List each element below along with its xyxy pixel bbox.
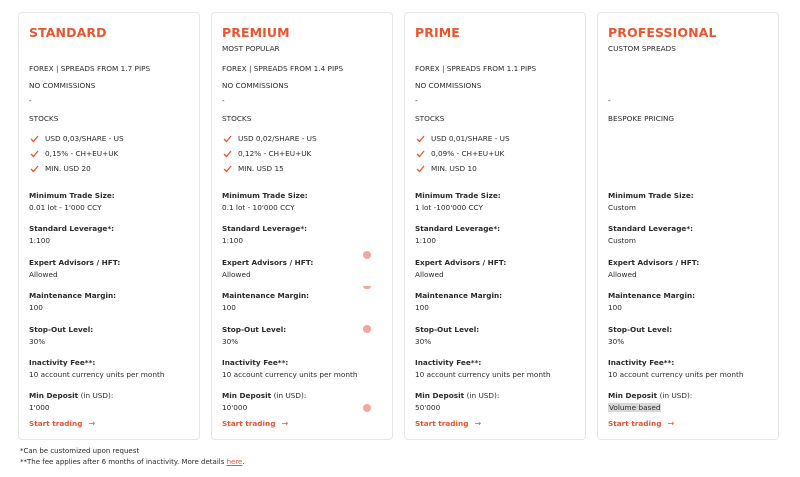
arrow-right-icon: → [281,419,289,428]
start-trading-link[interactable]: Start trading → [415,419,482,428]
standard-leverage: Standard Leverage*: 1:100 [415,224,501,245]
standard-leverage: Standard Leverage*: 1:100 [222,224,308,245]
list-item: 0,12% - CH+EU+UK [222,146,317,161]
plan-card-standard [18,12,200,440]
plan-title: STANDARD [29,25,107,40]
details-link[interactable]: here [226,458,243,466]
plan-subtitle: CUSTOM SPREADS [608,44,676,53]
min-deposit: Min Deposit (in USD): 10'000 [222,391,307,412]
plan-title: PROFESSIONAL [608,25,717,40]
commissions: NO COMMISSIONS [29,81,96,90]
expert-advisors: Expert Advisors / HFT: Allowed [415,258,507,279]
min-trade-size: Minimum Trade Size: 1 lot -100'000 CCY [415,191,501,212]
maintenance-margin: Maintenance Margin: 100 [222,291,310,312]
separator-dash: - [415,96,418,105]
check-icon [415,164,425,174]
check-icon [29,149,39,159]
min-trade-size: Minimum Trade Size: Custom [608,191,694,212]
maintenance-margin: Maintenance Margin: 100 [608,291,696,312]
maintenance-margin: Maintenance Margin: 100 [29,291,117,312]
check-icon [222,164,232,174]
footnotes [20,446,245,468]
stocks-heading: STOCKS [415,114,445,123]
stocks-heading: STOCKS [29,114,59,123]
check-icon [222,149,232,159]
arrow-right-icon: → [474,419,482,428]
stock-pricing-list [29,131,124,176]
check-icon [415,134,425,144]
inactivity-fee: Inactivity Fee**: 10 account currency units per month [415,358,551,379]
stop-out-level: Stop-Out Level: 30% [222,325,287,346]
stop-out-level: Stop-Out Level: 30% [608,325,673,346]
plan-title: PRIME [415,25,460,40]
list-item: USD 0,03/SHARE - US [29,131,124,146]
selected-text: Volume based [609,403,661,412]
list-item: MIN. USD 15 [222,161,317,176]
inactivity-fee: Inactivity Fee**: 10 account currency units per month [222,358,358,379]
stop-out-level: Stop-Out Level: 30% [415,325,480,346]
list-item: MIN. USD 20 [29,161,124,176]
leverage-footnote: *Can be customized upon request [20,447,140,455]
separator-dash: - [29,96,32,105]
plan-title: PREMIUM [222,25,290,40]
stock-pricing-list [222,131,317,176]
scroll-indicator-dot [363,325,371,333]
bespoke-pricing: BESPOKE PRICING [608,114,675,123]
list-item: USD 0,01/SHARE - US [415,131,510,146]
forex-spreads: FOREX | SPREADS FROM 1.4 PIPS [222,64,344,73]
commissions: NO COMMISSIONS [222,81,289,90]
list-item: MIN. USD 10 [415,161,510,176]
list-item: 0,09% - CH+EU+UK [415,146,510,161]
start-trading-link[interactable]: Start trading → [608,419,675,428]
scroll-indicator-dot [363,404,371,412]
check-icon [29,134,39,144]
min-trade-size: Minimum Trade Size: 0.01 lot - 1'000 CCY [29,191,115,212]
list-item: USD 0,02/SHARE - US [222,131,317,146]
scroll-indicator-dot [363,251,371,259]
separator-dash: - [608,96,611,105]
min-deposit: Min Deposit (in USD): 1'000 [29,391,114,412]
expert-advisors: Expert Advisors / HFT: Allowed [222,258,314,279]
fee-footnote: **The fee applies after 6 months of inactivity. More details here. [20,458,245,466]
arrow-right-icon: → [667,419,675,428]
standard-leverage: Standard Leverage*: 1:100 [29,224,115,245]
arrow-right-icon: → [88,419,96,428]
check-icon [29,164,39,174]
stock-pricing-list [415,131,510,176]
check-icon [222,134,232,144]
start-trading-link[interactable]: Start trading → [222,419,289,428]
min-trade-size: Minimum Trade Size: 0.1 lot - 10'000 CCY [222,191,308,212]
separator-dash: - [222,96,225,105]
expert-advisors: Expert Advisors / HFT: Allowed [29,258,121,279]
commissions: NO COMMISSIONS [415,81,482,90]
min-deposit: Min Deposit (in USD): Volume based [608,391,693,412]
stop-out-level: Stop-Out Level: 30% [29,325,94,346]
plan-card-prime [404,12,586,440]
plan-subtitle: MOST POPULAR [222,44,280,53]
pricing-cards [18,12,779,440]
inactivity-fee: Inactivity Fee**: 10 account currency units per month [608,358,744,379]
forex-spreads: FOREX | SPREADS FROM 1.7 PIPS [29,64,151,73]
stocks-heading: STOCKS [222,114,252,123]
inactivity-fee: Inactivity Fee**: 10 account currency units per month [29,358,165,379]
plan-card-professional [597,12,779,440]
scroll-indicator-dot [363,286,371,289]
start-trading-link[interactable]: Start trading → [29,419,96,428]
forex-spreads: FOREX | SPREADS FROM 1.1 PIPS [415,64,537,73]
list-item: 0,15% - CH+EU+UK [29,146,124,161]
expert-advisors: Expert Advisors / HFT: Allowed [608,258,700,279]
check-icon [415,149,425,159]
plan-card-premium [211,12,393,440]
standard-leverage: Standard Leverage*: Custom [608,224,694,245]
maintenance-margin: Maintenance Margin: 100 [415,291,503,312]
min-deposit: Min Deposit (in USD): 50'000 [415,391,500,412]
